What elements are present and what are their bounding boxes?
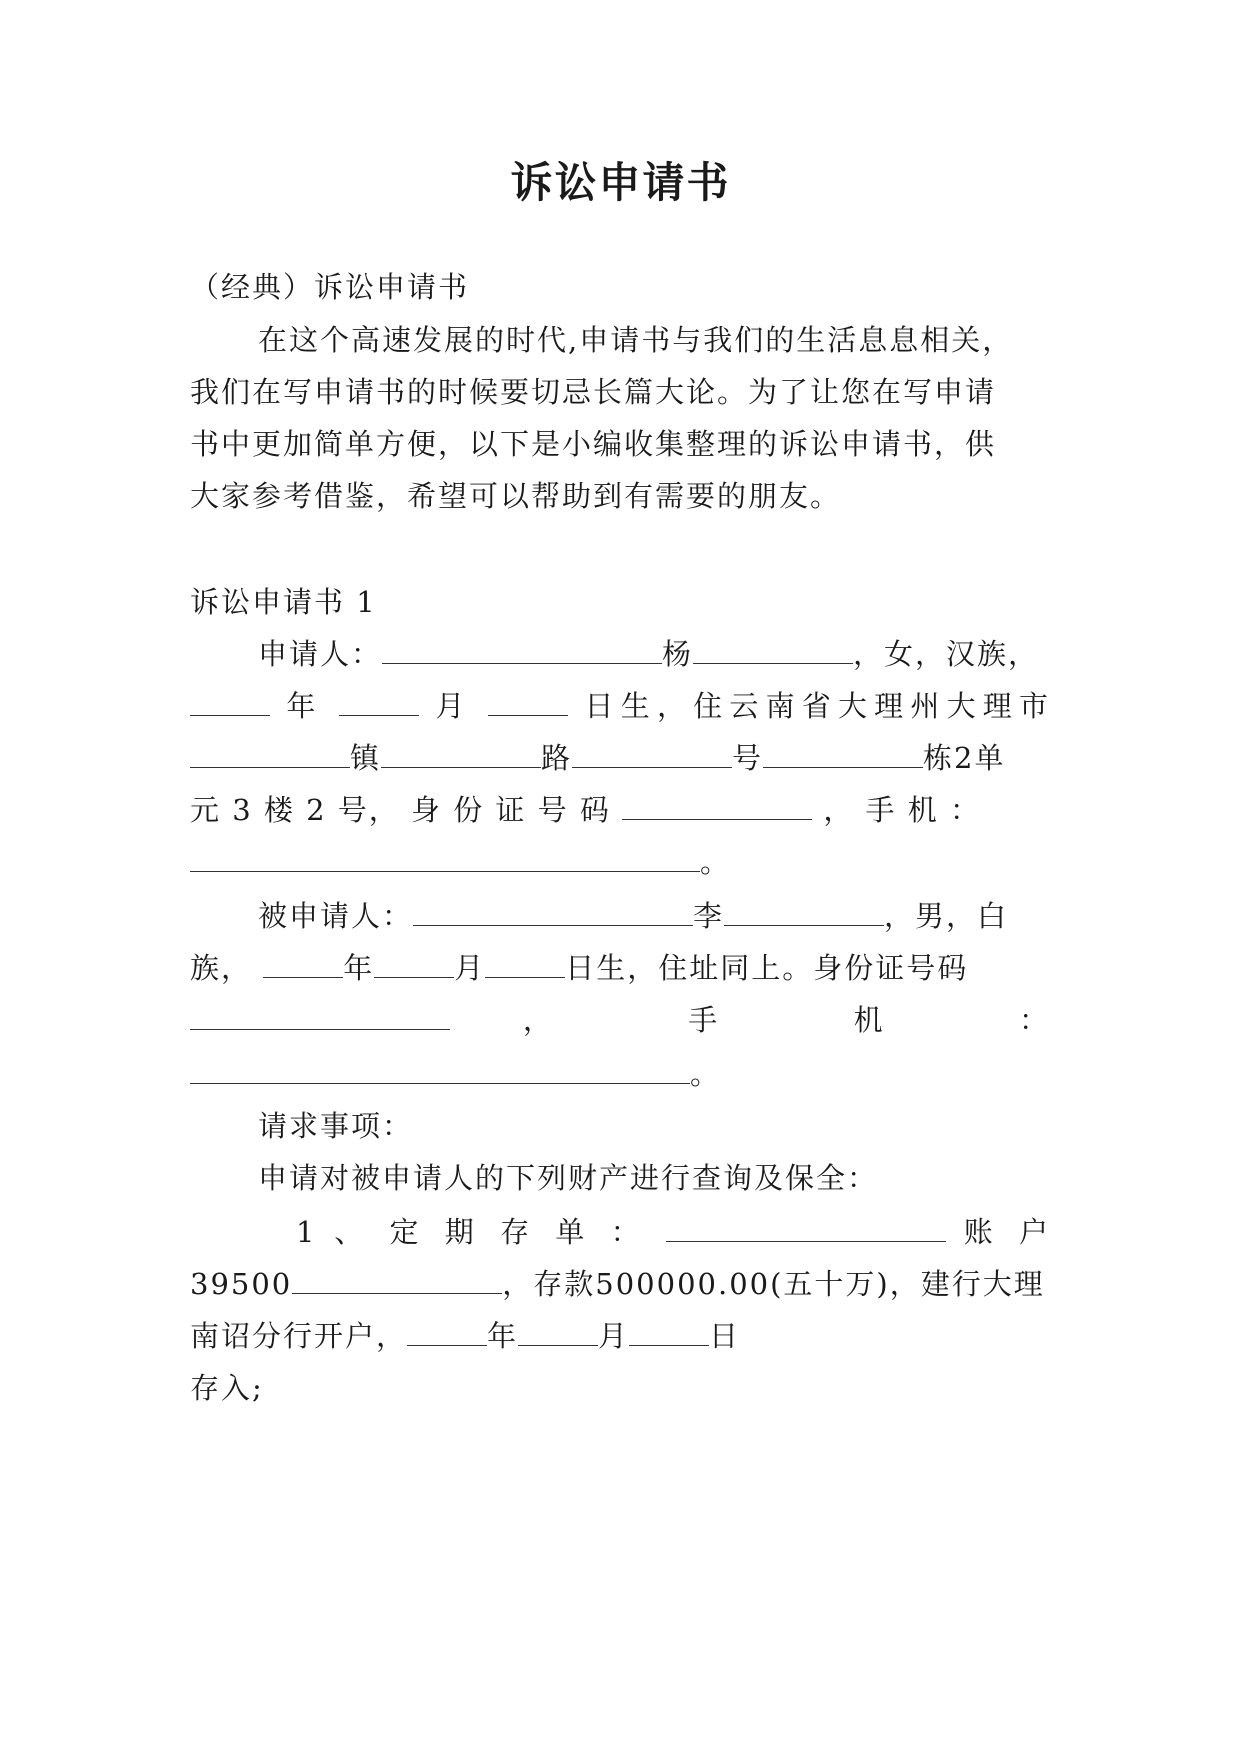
respondent-colon: ： bbox=[1019, 1003, 1051, 1037]
respondent-line-3 bbox=[190, 998, 1050, 1039]
request-item-1-line-3 bbox=[190, 1314, 1050, 1355]
respondent-month: 月 bbox=[454, 951, 486, 985]
request-heading: 请求事项： bbox=[258, 1109, 414, 1143]
intro-line-3: 书中更加简单方便，以下是小编收集整理的诉讼申请书，供 bbox=[190, 427, 997, 461]
respondent-label: 被申请人： bbox=[258, 899, 414, 933]
intro-line-1: 在这个高速发展的时代,申请书与我们的生活息息相关， bbox=[258, 323, 1014, 357]
subtitle: （经典）诉讼申请书 bbox=[190, 270, 470, 304]
applicant-line-3 bbox=[190, 736, 1050, 777]
applicant-name: 杨 bbox=[662, 637, 694, 671]
applicant-id-label: 元 3 楼 2 号， 身 份 证 号 码 bbox=[190, 793, 611, 827]
applicant-line-1 bbox=[258, 632, 1050, 673]
respondent-phone-label-2: 机 bbox=[853, 1003, 947, 1037]
respondent-line-4 bbox=[190, 1052, 1050, 1093]
applicant-phone-label: ， 手 机 ： bbox=[823, 793, 981, 827]
respondent-gender-ethnicity: ，男，白 bbox=[884, 899, 1009, 933]
request-item-1 bbox=[296, 1210, 1050, 1251]
request-intro: 申请对被申请人的下列财产进行查询及保全： bbox=[258, 1161, 879, 1195]
respondent-comma: ， bbox=[522, 1003, 616, 1037]
respondent-line-1 bbox=[258, 894, 1050, 935]
applicant-year: 年 bbox=[286, 689, 323, 723]
intro-line-2: 我们在写申请书的时候要切忌长篇大论。为了让您在写申请 bbox=[190, 375, 997, 409]
section-heading: 诉讼申请书 1 bbox=[190, 585, 377, 619]
item1-account-label: 账 户 bbox=[963, 1215, 1051, 1249]
deposit-amount: ，存款500000.00(五十万)，建行大理 bbox=[502, 1267, 1045, 1301]
respondent-end: 。 bbox=[690, 1057, 722, 1091]
applicant-line-4 bbox=[190, 788, 1050, 829]
respondent-address: 日生，住址同上。身份证号码 bbox=[565, 951, 969, 985]
page-title: 诉讼申请书 bbox=[510, 158, 731, 207]
applicant-address: 日生，住云南省大理州大理市 bbox=[584, 689, 1050, 723]
bank-branch: 南诏分行开户， bbox=[190, 1319, 408, 1353]
applicant-gender-ethnicity: ，女，汉族， bbox=[853, 637, 1040, 671]
applicant-road: 路 bbox=[541, 741, 573, 775]
applicant-end: 。 bbox=[700, 845, 732, 879]
applicant-line-2 bbox=[190, 684, 1050, 725]
open-year: 年 bbox=[487, 1319, 519, 1353]
respondent-ethnicity-end: 族， bbox=[190, 951, 253, 985]
request-item-1-line-2 bbox=[190, 1262, 1050, 1303]
respondent-name: 李 bbox=[693, 899, 725, 933]
applicant-building: 栋2单 bbox=[923, 741, 1006, 775]
respondent-phone-label-1: 手 bbox=[688, 1003, 781, 1037]
applicant-month: 月 bbox=[435, 689, 472, 723]
applicant-label: 申请人： bbox=[258, 637, 383, 671]
item1-label: 1 、 定 期 存 单 ： bbox=[296, 1215, 649, 1249]
respondent-year: 年 bbox=[343, 951, 375, 985]
applicant-town: 镇 bbox=[350, 741, 382, 775]
request-item-1-line-4: 存入; bbox=[190, 1371, 264, 1405]
account-prefix: 39500 bbox=[190, 1267, 293, 1301]
intro-line-4: 大家参考借鉴，希望可以帮助到有需要的朋友。 bbox=[190, 479, 842, 513]
applicant-number: 号 bbox=[732, 741, 764, 775]
open-month: 月 bbox=[598, 1319, 630, 1353]
respondent-line-2 bbox=[190, 946, 1050, 987]
applicant-line-5 bbox=[190, 840, 1050, 881]
open-day: 日 bbox=[709, 1319, 741, 1353]
